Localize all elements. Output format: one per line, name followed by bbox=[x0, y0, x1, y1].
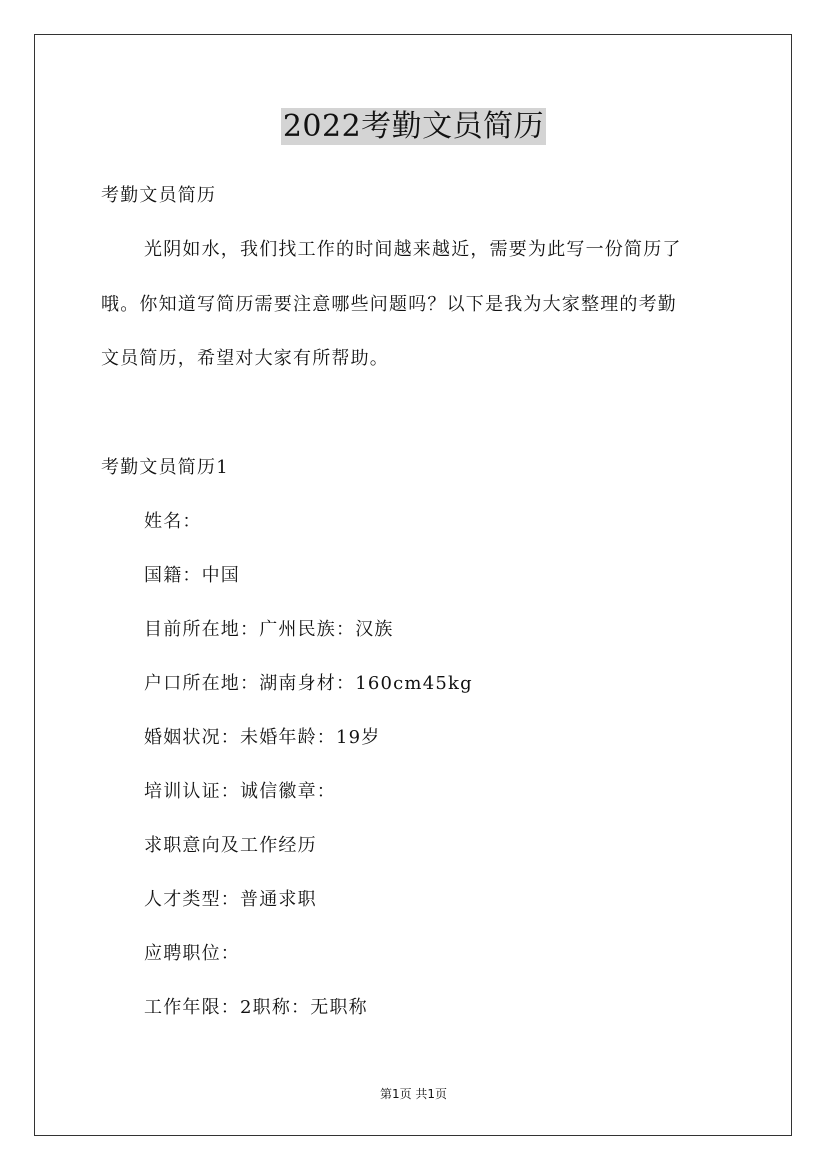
field-experience: 工作年限：2职称：无职称 bbox=[144, 997, 368, 1018]
intro-line-2: 哦。你知道写简历需要注意哪些问题吗？以下是我为大家整理的考勤 bbox=[101, 294, 677, 315]
field-name: 姓名： bbox=[144, 511, 202, 532]
field-certification: 培训认证：诚信徽章： bbox=[144, 781, 336, 802]
field-location: 目前所在地：广州民族：汉族 bbox=[144, 619, 394, 640]
field-nationality: 国籍：中国 bbox=[144, 565, 240, 586]
document-title-wrap bbox=[0, 101, 827, 145]
field-marital: 婚姻状况：未婚年龄：19岁 bbox=[144, 727, 381, 748]
page-footer: 第1页 共1页 bbox=[379, 1087, 448, 1101]
field-position: 应聘职位： bbox=[144, 943, 240, 964]
field-hukou: 户口所在地：湖南身材：160cm45kg bbox=[144, 673, 473, 694]
heading: 考勤文员简历 bbox=[101, 185, 217, 206]
field-job-intent: 求职意向及工作经历 bbox=[144, 835, 317, 856]
field-talent-type: 人才类型：普通求职 bbox=[144, 889, 317, 910]
intro-line-1: 光阴如水，我们找工作的时间越来越近，需要为此写一份简历了 bbox=[144, 239, 682, 260]
section-title: 考勤文员简历1 bbox=[101, 457, 229, 478]
intro-line-3: 文员简历，希望对大家有所帮助。 bbox=[101, 348, 389, 369]
document-title: 2022考勤文员简历 bbox=[282, 109, 545, 144]
